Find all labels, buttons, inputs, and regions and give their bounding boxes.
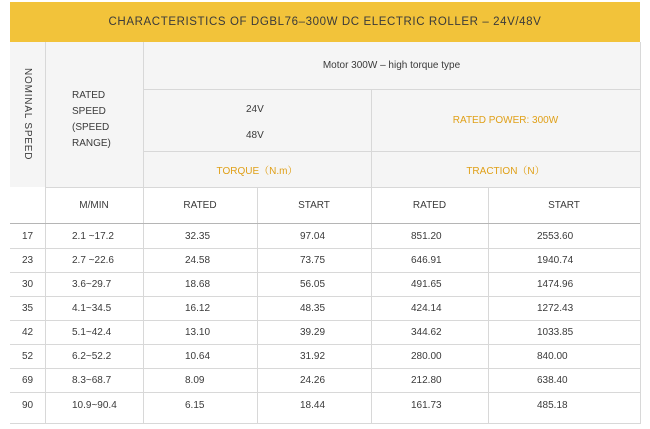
grid-line — [45, 42, 46, 424]
speed-cell: 90 — [22, 400, 34, 411]
torque-start-cell: 97.04 — [300, 231, 326, 242]
traction-start-cell: 485.18 — [537, 400, 568, 411]
range-cell: 2.7 ~22.6 — [72, 255, 114, 266]
speed-cell: 35 — [22, 303, 34, 314]
range-cell: 6.2~52.2 — [72, 351, 112, 362]
traction-rated-cell: 491.65 — [411, 279, 442, 290]
motor-type-header: Motor 300W – high torque type — [322, 60, 461, 71]
rated-speed-header: RATED SPEED (SPEED RANGE) — [72, 90, 111, 149]
torque-rated-cell: 10.64 — [185, 351, 211, 362]
traction-start-cell: 1474.96 — [537, 279, 574, 290]
grid-line — [10, 344, 640, 345]
traction-start-cell: 1940.74 — [537, 255, 574, 266]
torque-rated-cell: 18.68 — [185, 279, 211, 290]
traction-start-cell: 638.40 — [537, 375, 568, 386]
range-cell: 10.9~90.4 — [72, 400, 117, 411]
grid-line — [371, 89, 372, 424]
torque-rated-cell: 16.12 — [185, 303, 211, 314]
traction-start-cell: 1033.85 — [537, 327, 574, 338]
grid-line — [10, 392, 640, 393]
grid-line — [143, 151, 640, 152]
unit-header: M/MIN — [79, 199, 109, 211]
speed-cell: 30 — [22, 279, 34, 290]
speed-cell: 69 — [22, 375, 34, 386]
traction-rated-header: RATED — [412, 199, 447, 211]
range-cell: 8.3~68.7 — [72, 375, 112, 386]
speed-cell: 42 — [22, 327, 34, 338]
range-cell: 4.1~34.5 — [72, 303, 112, 314]
grid-line — [10, 423, 640, 424]
torque-rated-cell: 8.09 — [185, 375, 205, 386]
traction-rated-cell: 424.14 — [411, 303, 442, 314]
torque-start-cell: 56.05 — [300, 279, 326, 290]
traction-start-header: START — [548, 199, 580, 211]
traction-rated-cell: 646.91 — [411, 255, 442, 266]
rated-power-header: RATED POWER: 300W — [452, 114, 559, 126]
torque-start-cell: 39.29 — [300, 327, 326, 338]
torque-rated-cell: 32.35 — [185, 231, 211, 242]
torque-rated-header: RATED — [183, 199, 217, 211]
torque-start-header: START — [298, 199, 330, 211]
torque-start-cell: 31.92 — [300, 351, 326, 362]
torque-start-cell: 73.75 — [300, 255, 326, 266]
torque-header: TORQUE（N.m） — [216, 165, 298, 177]
speed-cell: 52 — [22, 351, 34, 362]
torque-start-cell: 18.44 — [300, 400, 326, 411]
traction-start-cell: 2553.60 — [537, 231, 574, 242]
grid-line — [10, 320, 640, 321]
grid-line — [143, 42, 144, 424]
traction-header: TRACTION（N） — [466, 165, 545, 177]
grid-line — [45, 187, 640, 188]
torque-rated-cell: 6.15 — [185, 400, 205, 411]
traction-rated-cell: 280.00 — [411, 351, 442, 362]
grid-line — [10, 223, 640, 224]
grid-line — [10, 272, 640, 273]
speed-cell: 23 — [22, 255, 34, 266]
range-cell: 5.1~42.4 — [72, 327, 112, 338]
grid-line — [640, 42, 641, 424]
traction-rated-cell: 161.73 — [411, 400, 442, 411]
traction-rated-cell: 212.80 — [411, 375, 442, 386]
traction-rated-cell: 851.20 — [411, 231, 442, 242]
voltage-48v: 48V — [246, 130, 264, 141]
speed-cell: 17 — [22, 231, 34, 242]
table-title: CHARACTERISTICS OF DGBL76–300W DC ELECTRIC ROLLER – 24V/48V — [10, 2, 640, 42]
torque-start-cell: 48.35 — [300, 303, 326, 314]
range-cell: 2.1 ~17.2 — [72, 231, 114, 242]
grid-line — [143, 89, 640, 90]
torque-start-cell: 24.26 — [300, 375, 326, 386]
traction-rated-cell: 344.62 — [411, 327, 442, 338]
torque-rated-cell: 13.10 — [185, 327, 211, 338]
grid-line — [10, 368, 640, 369]
voltage-24v: 24V — [246, 104, 264, 115]
traction-start-cell: 840.00 — [537, 351, 568, 362]
spec-table — [10, 2, 640, 424]
grid-line — [10, 296, 640, 297]
traction-start-cell: 1272.43 — [537, 303, 574, 314]
range-cell: 3.6~29.7 — [72, 279, 112, 290]
torque-rated-cell: 24.58 — [185, 255, 211, 266]
nominal-speed-header: NOMINAL SPEED — [22, 68, 33, 161]
grid-line — [10, 248, 640, 249]
